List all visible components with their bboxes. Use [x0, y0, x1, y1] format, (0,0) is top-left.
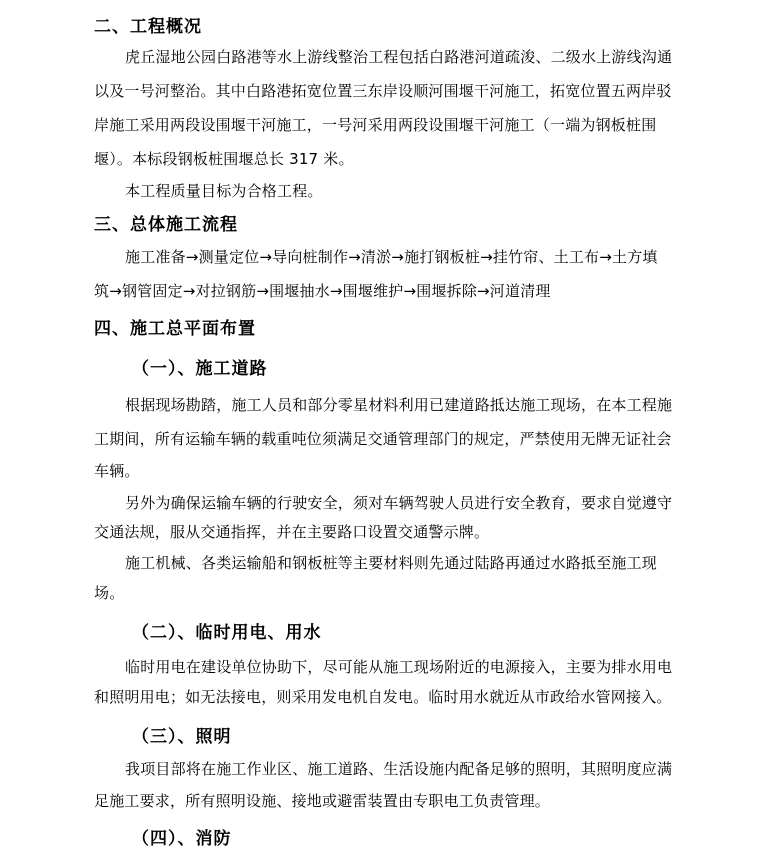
paragraph-line: 岸施工采用两段设围堰干河施工，一号河采用两段设围堰干河施工（一端为钢板桩围 [94, 116, 657, 134]
section-heading-layout: 四、施工总平面布置 [94, 319, 256, 339]
paragraph-line: 施工机械、各类运输船和钢板桩等主要材料则先通过陆路再通过水路抵至施工现 [125, 554, 658, 572]
paragraph-line: 施工准备→测量定位→导向桩制作→清淤→施打钢板桩→挂竹帘、土工布→土方填 [125, 248, 658, 266]
subsection-heading-power-water: （二）、临时用电、用水 [132, 623, 322, 643]
paragraph-line: 本工程质量目标为合格工程。 [125, 182, 323, 200]
subsection-heading-lighting: （三）、照明 [132, 727, 232, 747]
paragraph-line: 虎丘湿地公园白路港等水上游线整治工程包括白路港河道疏浚、二级水上游线沟通 [125, 48, 673, 66]
section-heading-overview: 二、工程概况 [94, 17, 202, 37]
paragraph-line: 以及一号河整治。其中白路港拓宽位置三东岸设顺河围堰干河施工，拓宽位置五两岸驳 [94, 82, 672, 100]
paragraph-line: 车辆。 [94, 462, 140, 480]
paragraph-line: 根据现场勘踏，施工人员和部分零星材料利用已建道路抵达施工现场，在本工程施 [125, 396, 673, 414]
subsection-heading-roads: （一）、施工道路 [132, 359, 268, 379]
paragraph-line: 场。 [94, 584, 125, 602]
paragraph-line: 筑→钢管固定→对拉钢筋→围堰抽水→围堰维护→围堰拆除→河道清理 [94, 282, 551, 300]
subsection-heading-fire: （四）、消防 [132, 829, 232, 849]
paragraph-line: 临时用电在建设单位协助下，尽可能从施工现场附近的电源接入，主要为排水用电 [125, 658, 673, 676]
paragraph-line: 和照明用电；如无法接电，则采用发电机自发电。临时用水就近从市政给水管网接入。 [94, 688, 672, 706]
paragraph-line: 工期间，所有运输车辆的载重吨位须满足交通管理部门的规定，严禁使用无牌无证社会 [94, 430, 672, 448]
paragraph-line: 我项目部将在施工作业区、施工道路、生活设施内配备足够的照明，其照明度应满 [125, 760, 673, 778]
paragraph-line: 堰）。本标段钢板桩围堰总长 317 米。 [94, 150, 354, 168]
paragraph-line: 足施工要求，所有照明设施、接地或避雷装置由专职电工负责管理。 [94, 792, 551, 810]
section-heading-process: 三、总体施工流程 [94, 215, 238, 235]
paragraph-line: 另外为确保运输车辆的行驶安全，须对车辆驾驶人员进行安全教育，要求自觉遵守 [125, 494, 673, 512]
paragraph-line: 交通法规，服从交通指挥，并在主要路口设置交通警示牌。 [94, 523, 490, 541]
